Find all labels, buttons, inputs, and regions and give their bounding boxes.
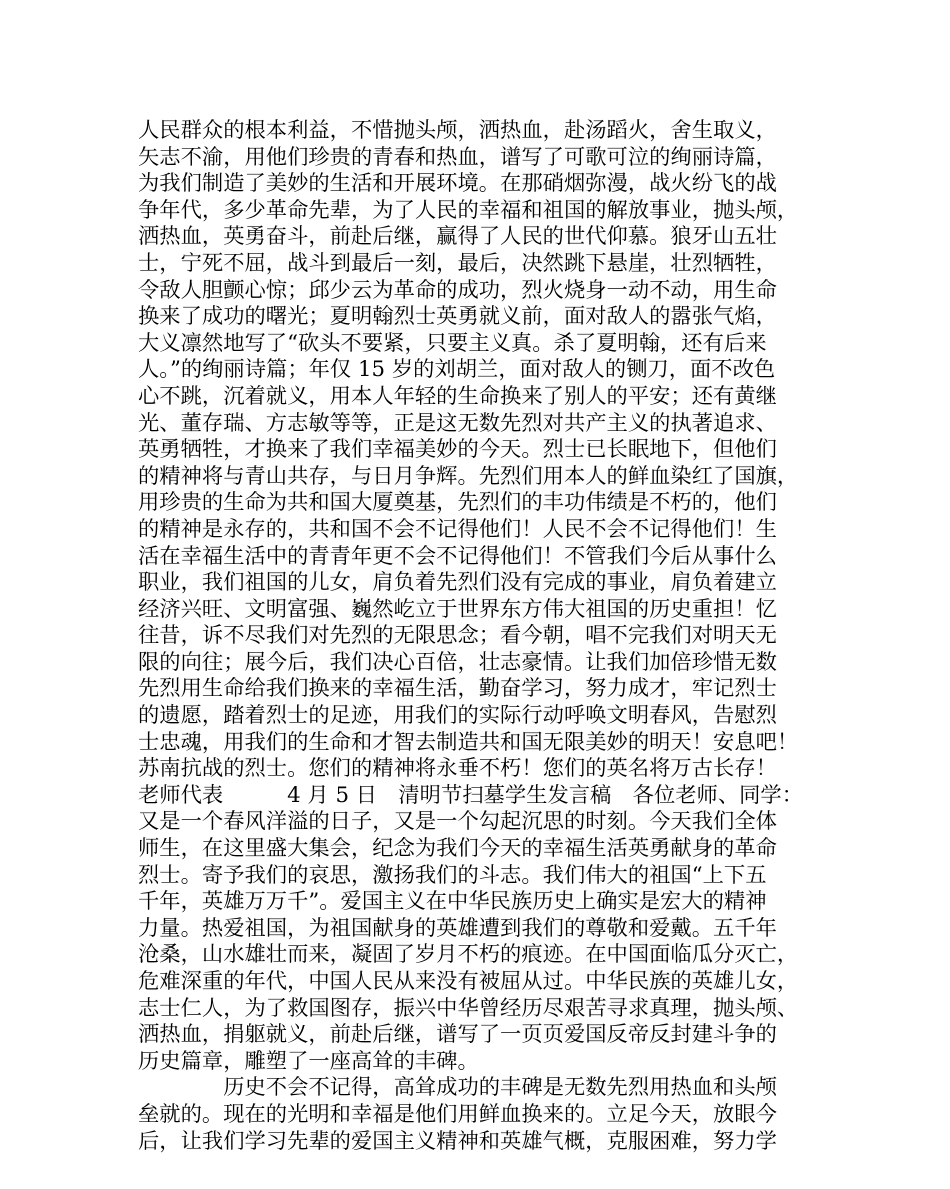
text-line: 千年，英雄万万千”。爱国主义在中华民族历史上确实是宏大的精神 [138,889,767,915]
text-line: 沧桑，山水雄壮而来，凝固了岁月不朽的痕迹。在中国面临瓜分灭亡， [138,942,799,968]
text-line: 士忠魂，用我们的生命和才智去制造共和国无限美妙的明天！安息吧！ [138,729,799,755]
text-line: 先烈用生命给我们换来的幸福生活，勤奋学习，努力成才，牢记烈士 [138,676,777,702]
text-line: 危难深重的年代，中国人民从来没有被屈从过。中华民族的英雄儿女， [138,969,799,994]
text-line: 苏南抗战的烈士。您们的精神将永垂不朽！您们的英名将万古长存！ [138,756,777,782]
text-line: 换来了成功的曙光；夏明翰烈士英勇就义前，面对敌人的嚣张气焰， [138,304,777,330]
text-line: 历史不会不记得，高耸成功的丰碑是无数先烈用热血和头颅 [138,1075,777,1101]
text-line: 经济兴旺、文明富强、巍然屹立于世界东方伟大祖国的历史重担！忆 [138,596,777,622]
text-line: 力量。热爱祖国，为祖国献身的英雄遭到我们的尊敬和爱戴。五千年 [138,915,777,941]
text-line: 老师代表 4 月 5 日 清明节扫墓学生发言稿 各位老师、同学： [138,782,804,808]
text-line: 志士仁人，为了救国图存，振兴中华曾经历尽艰苦寻求真理，抛头颅、 [138,995,799,1021]
text-line: 的精神是永存的，共和国不会不记得他们！人民不会不记得他们！生 [138,516,777,542]
text-line: 洒热血，捐躯就义，前赴后继，谱写了一页页爱国反帝反封建斗争的 [138,1022,777,1048]
text-line: 大义凛然地写了“砍头不要紧，只要主义真。杀了夏明翰，还有后来 [138,330,767,356]
text-line: 往昔，诉不尽我们对先烈的无限思念；看今朝，唱不完我们对明天无 [138,623,777,649]
text-line: 烈士。寄予我们的哀思，激扬我们的斗志。我们伟大的祖国“上下五 [138,862,767,888]
text-line: 师生，在这里盛大集会，纪念为我们今天的幸福生活英勇献身的革命 [138,836,777,862]
text-line: 的遗愿，踏着烈士的足迹，用我们的实际行动呼唤文明春风，告慰烈 [138,703,777,729]
text-line: 限的向往；展今后，我们决心百倍，壮志豪情。让我们加倍珍惜无数 [138,649,777,675]
text-line: 争年代，多少革命先辈，为了人民的幸福和祖国的解放事业，抛头颅， [138,197,799,223]
text-line: 后，让我们学习先辈的爱国主义精神和英雄气概，克服困难，努力学 [138,1128,777,1154]
text-line: 垒就的。现在的光明和幸福是他们用鲜血换来的。立足今天，放眼今 [138,1101,777,1127]
text-line: 心不跳，沉着就义，用本人年轻的生命换来了别人的平安；还有黄继 [138,383,777,409]
text-line: 为我们制造了美妙的生活和开展环境。在那硝烟弥漫，战火纷飞的战 [138,171,777,197]
text-line: 矢志不渝，用他们珍贵的青春和热血，谱写了可歌可泣的绚丽诗篇， [138,144,777,170]
text-line: 用珍贵的生命为共和国大厦奠基，先烈们的丰功伟绩是不朽的，他们 [138,490,777,516]
text-line: 活在幸福生活中的青青年更不会不记得他们！不管我们今后从事什么 [138,543,777,569]
text-line: 令敌人胆颤心惊；邱少云为革命的成功，烈火烧身一动不动，用生命 [138,277,777,303]
text-line: 英勇牺牲，才换来了我们幸福美妙的今天。烈士已长眠地下，但他们 [138,437,777,463]
speech-text [138,118,838,1155]
text-line: 光、董存瑞、方志敏等等，正是这无数先烈对共产主义的执著追求、 [138,410,777,436]
text-line: 人。”的绚丽诗篇；年仅 15 岁的刘胡兰，面对敌人的铡刀，面不改色 [138,357,776,383]
text-line: 人民群众的根本利益，不惜抛头颅，洒热血，赴汤蹈火，舍生取义， [138,118,777,143]
text-line: 历史篇章，雕塑了一座高耸的丰碑。 [138,1048,479,1074]
text-line: 又是一个春风洋溢的日子，又是一个勾起沉思的时刻。今天我们全体 [138,809,777,835]
text-line: 洒热血，英勇奋斗，前赴后继，赢得了人民的世代仰慕。狼牙山五壮 [138,224,777,250]
text-line: 的精神将与青山共存，与日月争辉。先烈们用本人的鲜血染红了国旗， [138,463,799,489]
text-line: 士，宁死不屈，战斗到最后一刻，最后，决然跳下悬崖，壮烈牺牲， [138,250,777,276]
text-line: 职业，我们祖国的儿女，肩负着先烈们没有完成的事业，肩负着建立 [138,570,777,596]
